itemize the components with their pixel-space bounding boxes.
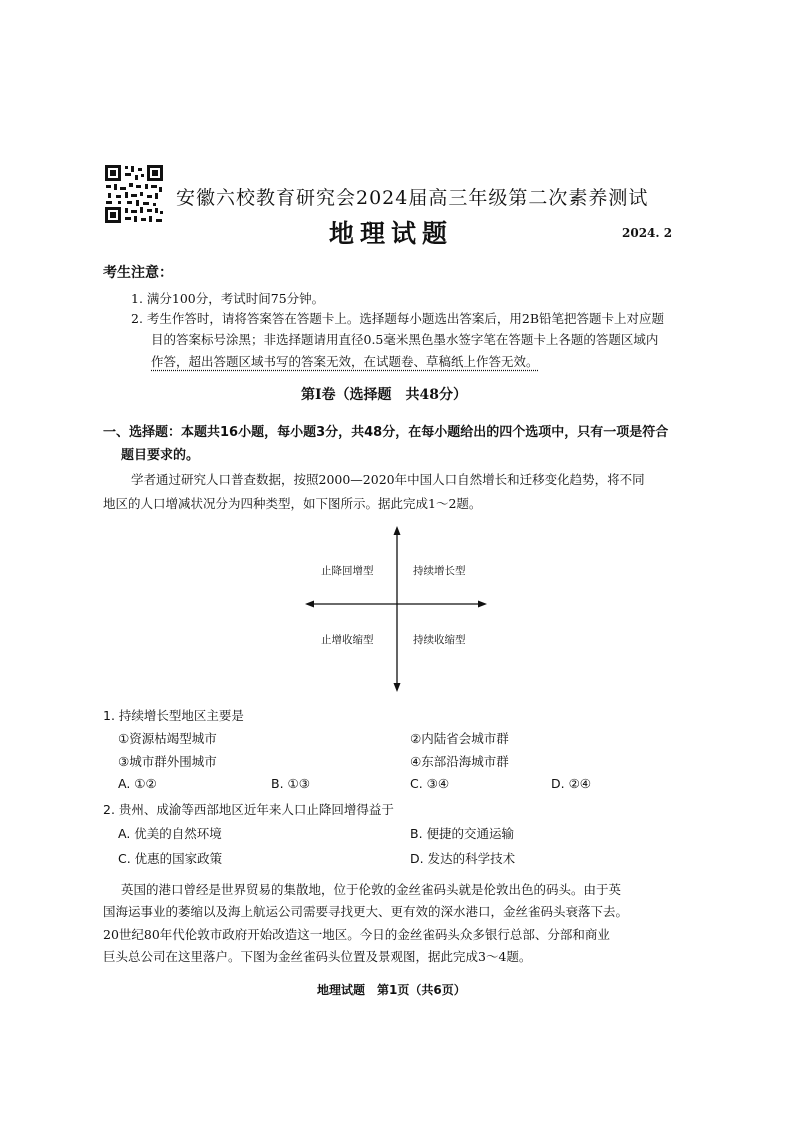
passage1-line2: 地区的人口增减状况分为四种类型，如下图所示。据此完成1～2题。 bbox=[103, 496, 482, 511]
q1-option-b: B. ①③ bbox=[271, 776, 310, 791]
qr-code bbox=[103, 163, 165, 225]
q2-option-a: A. 优美的自然环境 bbox=[118, 826, 222, 841]
exam-header-title: 安徽六校教育研究会2024届高三年级第二次素养测试 bbox=[176, 187, 649, 209]
notice-item-2: 2. 考生作答时，请将答案答在答题卡上。选择题每小题选出答案后，用2B铅笔把答题卡上对应题 bbox=[131, 311, 665, 326]
q1-option-a: A. ①② bbox=[118, 776, 157, 791]
q1-item-1: ①资源枯竭型城市 bbox=[118, 731, 217, 746]
diagram-axes bbox=[303, 524, 493, 694]
passage2-line2: 国海运事业的萎缩以及海上航运公司需要寻找更大、更有效的深水港口，金丝雀码头衰落下去。 bbox=[103, 904, 629, 919]
exam-date: 2024. 2 bbox=[622, 226, 673, 240]
passage2-line1: 英国的港口曾经是世界贸易的集散地，位于伦敦的金丝雀码头就是伦敦出色的码头。由于英 bbox=[121, 882, 622, 897]
population-type-diagram bbox=[303, 524, 493, 694]
notice-item-2-end: 作答，超出答题区域书写的答案无效，在试题卷、草稿纸上作答无效。 bbox=[151, 354, 539, 369]
subject-title: 地理试题 bbox=[329, 219, 454, 248]
quadrant-top-left-label: 止降回增型 bbox=[321, 565, 374, 577]
passage2-line3: 20世纪80年代伦敦市政府开始改造这一地区。今日的金丝雀码头众多银行总部、分部和商业 bbox=[103, 927, 610, 942]
q1-item-4: ④东部沿海城市群 bbox=[410, 754, 509, 769]
part1-instruction: 一、选择题：本题共16小题，每小题3分，共48分，在每小题给出的四个选项中，只有一项是符合 bbox=[103, 425, 669, 440]
q1-item-2: ②内陆省会城市群 bbox=[410, 731, 509, 746]
passage1-line1: 学者通过研究人口普查数据，按照2000—2020年中国人口自然增长和迁移变化趋势，将不同 bbox=[131, 472, 645, 487]
quadrant-bottom-left-label: 止增收缩型 bbox=[321, 634, 374, 646]
q2-option-c: C. 优惠的国家政策 bbox=[118, 851, 223, 866]
q2-option-b: B. 便捷的交通运输 bbox=[410, 826, 515, 841]
q1-item-3: ③城市群外围城市 bbox=[118, 754, 217, 769]
notice-item-2-cont: 目的答案标号涂黑；非选择题请用直径0.5毫米黑色墨水签字笔在答题卡上各题的答题区域内 bbox=[151, 332, 659, 347]
quadrant-bottom-right-label: 持续收缩型 bbox=[413, 634, 466, 646]
page-footer: 地理试题 第1页（共6页） bbox=[317, 983, 466, 997]
question-1-stem: 1. 持续增长型地区主要是 bbox=[103, 708, 244, 723]
question-2-stem: 2. 贵州、成渝等西部地区近年来人口止降回增得益于 bbox=[103, 802, 394, 817]
notice-title: 考生注意： bbox=[103, 265, 173, 281]
section-title: 第Ⅰ卷（选择题 共48分） bbox=[301, 387, 468, 403]
quadrant-top-right-label: 持续增长型 bbox=[413, 565, 466, 577]
part1-instruction-cont: 题目要求的。 bbox=[121, 448, 200, 463]
q2-option-d: D. 发达的科学技术 bbox=[410, 851, 516, 866]
q1-option-d: D. ②④ bbox=[551, 776, 591, 791]
passage2-line4: 巨头总公司在这里落户。下图为金丝雀码头位置及景观图，据此完成3～4题。 bbox=[103, 949, 532, 964]
notice-item-1: 1. 满分100分，考试时间75分钟。 bbox=[131, 291, 325, 306]
q1-option-c: C. ③④ bbox=[410, 776, 450, 791]
